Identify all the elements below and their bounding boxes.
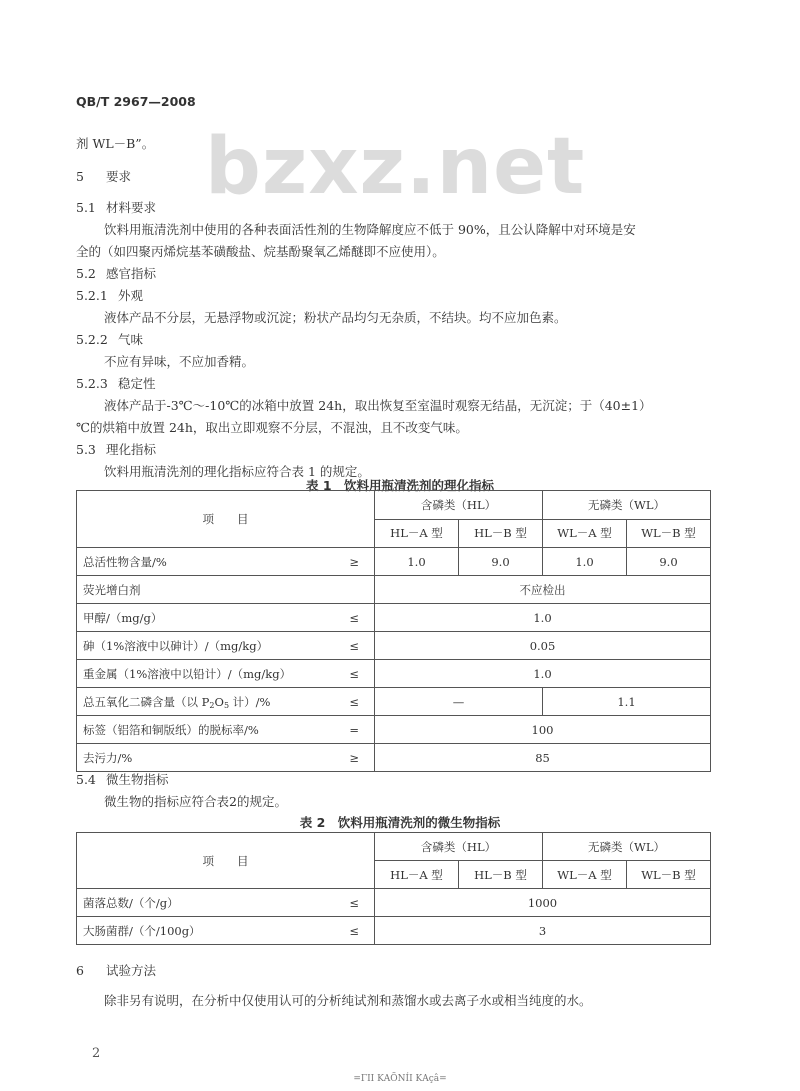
- row-symbol: [335, 576, 375, 604]
- paragraph-5-4: 微生物的指标应符合表2的规定。: [104, 794, 287, 809]
- section-5-3-heading: 5.3 理化指标: [76, 442, 157, 457]
- table-row: [77, 604, 711, 632]
- table-header-wl-a: WL－A 型: [543, 861, 627, 889]
- paragraph-5-1-line2: 全的（如四聚丙烯烷基苯磺酸盐、烷基酚聚氧乙烯醚即不应使用）。: [76, 244, 445, 259]
- row-symbol: ≥: [335, 744, 375, 772]
- cell-value: 1.0: [375, 604, 711, 632]
- row-label: 荧光增白剂: [77, 576, 335, 604]
- section-5-2-3-heading: 5.2.3 稳定性: [76, 376, 156, 391]
- table-header-phosphorus: 含磷类（HL）: [375, 833, 543, 861]
- table-1: [76, 490, 711, 772]
- table-row: [77, 660, 711, 688]
- table-row: [77, 716, 711, 744]
- cell-value-wl: 1.1: [543, 688, 711, 716]
- cell-value: 1.0: [375, 548, 459, 576]
- section-5-4-heading: 5.4 微生物指标: [76, 772, 169, 787]
- row-symbol: ≤: [335, 632, 375, 660]
- cell-value: 100: [375, 716, 711, 744]
- row-symbol: ≤: [335, 660, 375, 688]
- row-label: 砷（1%溶液中以砷计）/（mg/kg）: [77, 632, 335, 660]
- table-header-phosphate-free: 无磷类（WL）: [543, 833, 711, 861]
- row-symbol: ≤: [335, 889, 375, 917]
- row-label: 甲醇/（mg/g）: [77, 604, 335, 632]
- cell-value: 3: [375, 917, 711, 945]
- table-header-hl-a: HL－A 型: [375, 861, 459, 889]
- cell-value: 0.05: [375, 632, 711, 660]
- table-row: [77, 889, 711, 917]
- cell-value: 9.0: [459, 548, 543, 576]
- table-header-wl-a: WL－A 型: [543, 519, 627, 548]
- section-5-heading: 5 要求: [76, 169, 132, 184]
- row-label: 标签（铝箔和铜版纸）的脱标率/%: [77, 716, 335, 744]
- table-row: [77, 632, 711, 660]
- section-5-2-heading: 5.2 感官指标: [76, 266, 157, 281]
- paragraph-stability-line2: ℃的烘箱中放置 24h，取出立即观察不分层，不混浊，且不改变气味。: [76, 420, 468, 435]
- cell-value: 1000: [375, 889, 711, 917]
- row-label: 总活性物含量/%: [77, 548, 335, 576]
- table-header-hl-a: HL－A 型: [375, 519, 459, 548]
- page-number: 2: [92, 1046, 101, 1061]
- table-header-item: 项 目: [77, 491, 375, 548]
- table-header-phosphorus: 含磷类（HL）: [375, 491, 543, 520]
- cell-value: 不应检出: [375, 576, 711, 604]
- table-row: [77, 576, 711, 604]
- row-symbol: ≥: [335, 548, 375, 576]
- row-label: 重金属（1%溶液中以铅计）/（mg/kg）: [77, 660, 335, 688]
- section-5-1-heading: 5.1 材料要求: [76, 200, 157, 215]
- row-label: 大肠菌群/（个/100g）: [77, 917, 335, 945]
- row-symbol: ≤: [335, 917, 375, 945]
- cell-value: 1.0: [375, 660, 711, 688]
- paragraph-5-1-line1: 饮料用瓶清洗剂中使用的各种表面活性剂的生物降解度应不低于 90%，且公认降解中对环境是安: [104, 222, 636, 237]
- section-6-heading: 6 试验方法: [76, 963, 157, 978]
- footer-text: =ΓΙΙ ΚΑÕΝÍΙ ΚΑçâ=: [353, 1074, 447, 1084]
- watermark: bzxz.net: [205, 122, 586, 212]
- table-header-item: 项 目: [77, 833, 375, 889]
- paragraph-odor: 不应有异味，不应加香精。: [104, 354, 255, 369]
- section-5-2-2-heading: 5.2.2 气味: [76, 332, 144, 347]
- cell-value: 85: [375, 744, 711, 772]
- table-header-hl-b: HL－B 型: [459, 519, 543, 548]
- table-header-wl-b: WL－B 型: [627, 861, 711, 889]
- cell-value-hl: —: [375, 688, 543, 716]
- paragraph-5-3: 饮料用瓶清洗剂的理化指标应符合表 1 的规定。: [104, 464, 370, 479]
- table-row: [77, 548, 711, 576]
- table-header-hl-b: HL－B 型: [459, 861, 543, 889]
- table-row: [77, 688, 711, 716]
- table-header-wl-b: WL－B 型: [627, 519, 711, 548]
- table-row: [77, 744, 711, 772]
- row-label: 总五氧化二磷含量（以 $P_2O_5$ 计）/%: [77, 688, 335, 716]
- row-symbol: ≤: [335, 688, 375, 716]
- table-2-caption: 表 2 饮料用瓶清洗剂的微生物指标: [299, 815, 501, 830]
- section-5-2-1-heading: 5.2.1 外观: [76, 288, 144, 303]
- paragraph-6: 除非另有说明，在分析中仅使用认可的分析纯试剂和蒸馏水或去离子水或相当纯度的水。: [104, 993, 592, 1008]
- table-header-phosphate-free: 无磷类（WL）: [543, 491, 711, 520]
- table-1-caption: 表 1 饮料用瓶清洗剂的理化指标: [305, 478, 495, 493]
- continued-text: 剂 WL－B”。: [76, 136, 155, 151]
- standard-header: QB/T 2967—2008: [76, 94, 196, 109]
- cell-value: 1.0: [543, 548, 627, 576]
- row-symbol: ≤: [335, 604, 375, 632]
- row-symbol: =: [335, 716, 375, 744]
- cell-value: 9.0: [627, 548, 711, 576]
- table-row: [77, 917, 711, 945]
- row-label: 菌落总数/（个/g）: [77, 889, 335, 917]
- paragraph-appearance: 液体产品不分层，无悬浮物或沉淀；粉状产品均匀无杂质，不结块。均不应加色素。: [104, 310, 567, 325]
- table-2: [76, 832, 711, 945]
- row-label: 去污力/%: [77, 744, 335, 772]
- paragraph-stability-line1: 液体产品于-3℃～-10℃的冰箱中放置 24h，取出恢复至室温时观察无结晶，无沉淀；于（40±1）: [104, 398, 652, 413]
